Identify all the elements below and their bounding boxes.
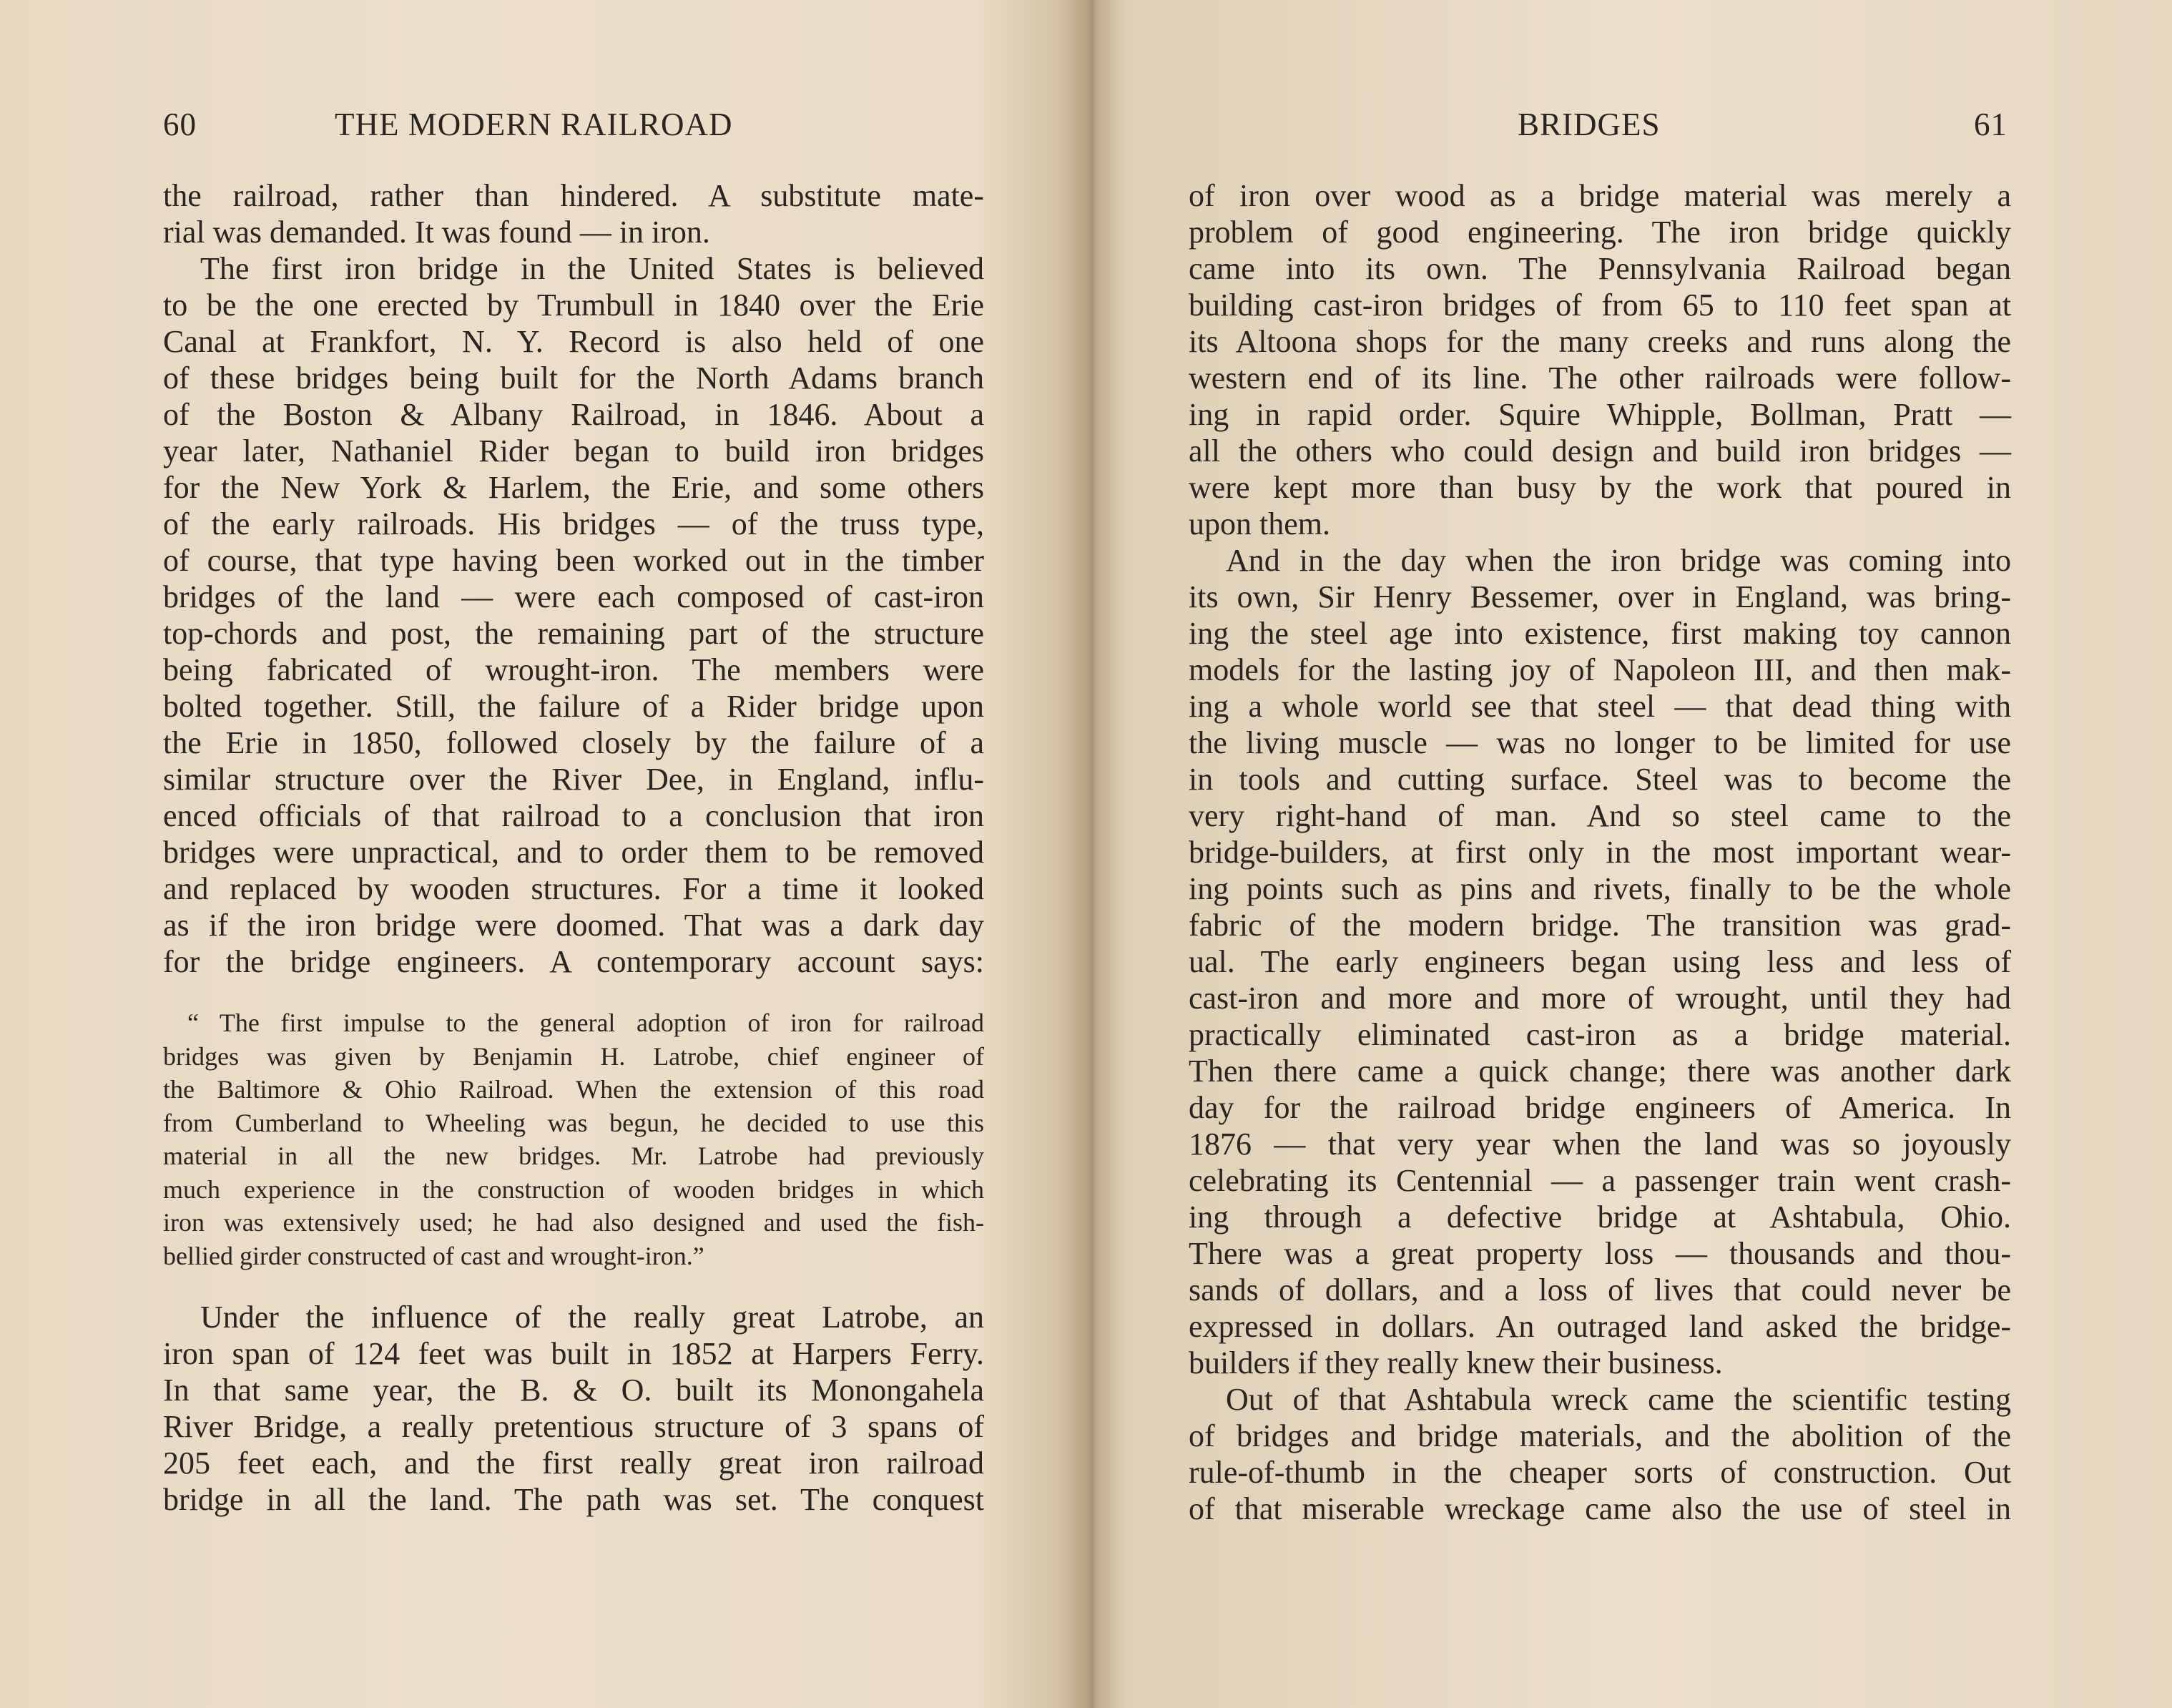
text-line: expressed in dollars. An outraged land asked the bridge- xyxy=(1189,1309,2011,1344)
text-line: of course, that type having been worked out in the timber xyxy=(163,543,984,578)
text-line: building cast-iron bridges of from 65 to 110 feet span at xyxy=(1189,288,2011,323)
text-line: were kept more than busy by the work that poured in xyxy=(1189,470,2011,505)
left-lower-text xyxy=(163,1299,984,1518)
text-line: of bridges and bridge materials, and the abolition of the xyxy=(1189,1418,2011,1453)
text-line: practically eliminated cast-iron as a bridge material. xyxy=(1189,1017,2011,1052)
quote-line: “ The first impulse to the general adoption of iron for railroad xyxy=(187,1008,984,1037)
text-line: bridge-builders, at first only in the most important wear- xyxy=(1189,835,2011,870)
text-line: very right-hand of man. And so steel came to the xyxy=(1189,798,2011,833)
quote-line: bellied girder constructed of cast and wrought-iron.” xyxy=(163,1241,704,1270)
text-line: western end of its line. The other railroads were follow- xyxy=(1189,360,2011,396)
text-line: ing the steel age into existence, first making toy cannon xyxy=(1189,616,2011,651)
text-line: iron span of 124 feet was built in 1852 at Harpers Ferry. xyxy=(163,1336,984,1371)
text-line: In that same year, the B. & O. built its Monongahela xyxy=(163,1373,984,1408)
left-page-header xyxy=(0,106,1086,149)
text-line: fabric of the modern bridge. The transition was grad- xyxy=(1189,908,2011,943)
text-line: top-chords and post, the remaining part of the structure xyxy=(163,616,984,651)
text-line: Under the influence of the really great Latrobe, an xyxy=(200,1300,984,1335)
text-line: for the bridge engineers. A contemporary account says: xyxy=(163,944,984,979)
text-line: cast-iron and more and more of wrought, until they had xyxy=(1189,981,2011,1016)
text-line: of that miserable wreckage came also the use of steel in xyxy=(1189,1491,2011,1526)
text-line: River Bridge, a really pretentious structure of 3 spans of xyxy=(163,1409,984,1444)
text-line: came into its own. The Pennsylvania Railroad began xyxy=(1189,251,2011,286)
text-line: enced officials of that railroad to a conclusion that iron xyxy=(163,798,984,833)
text-line: 205 feet each, and the first really great iron railroad xyxy=(163,1446,984,1481)
page-number: 61 xyxy=(1974,107,2008,142)
text-line: day for the railroad bridge engineers of America. In xyxy=(1189,1090,2011,1125)
text-line: of these bridges being built for the North Adams branch xyxy=(163,360,984,396)
text-line: ing through a defective bridge at Ashtabula, Ohio. xyxy=(1189,1199,2011,1235)
quote-line: much experience in the construction of wooden bridges in which xyxy=(163,1174,984,1204)
text-line: rule-of-thumb in the cheaper sorts of construction. Out xyxy=(1189,1455,2011,1490)
text-line: of the Boston & Albany Railroad, in 1846. About a xyxy=(163,397,984,432)
quote-line: the Baltimore & Ohio Railroad. When the extension of this road xyxy=(163,1075,984,1104)
text-line: being fabricated of wrought-iron. The members were xyxy=(163,652,984,687)
text-line: 1876 — that very year when the land was so joyously xyxy=(1189,1127,2011,1162)
text-line: bolted together. Still, the failure of a Rider bridge upon xyxy=(163,689,984,724)
right-page-header xyxy=(1086,106,2172,149)
text-line: the living muscle — was no longer to be limited for use xyxy=(1189,725,2011,760)
quote-line: material in all the new bridges. Mr. Latrobe had previously xyxy=(163,1142,984,1170)
text-line: the Erie in 1850, followed closely by the failure of a xyxy=(163,725,984,760)
text-line: its own, Sir Henry Bessemer, over in England, was bring- xyxy=(1189,579,2011,614)
text-line: Then there came a quick change; there was another dark xyxy=(1189,1054,2011,1089)
block-quote xyxy=(163,1006,984,1272)
text-line: builders if they really knew their business. xyxy=(1189,1345,1723,1380)
text-line: Canal at Frankfort, N. Y. Record is also held of one xyxy=(163,324,984,359)
text-line: for the New York & Harlem, the Erie, and some others xyxy=(163,470,984,505)
text-line: ual. The early engineers began using less and less of xyxy=(1189,944,2011,979)
quote-line: bridges was given by Benjamin H. Latrobe, chief engineer of xyxy=(163,1041,984,1071)
text-line: as if the iron bridge were doomed. That was a dark day xyxy=(163,908,984,943)
text-line: in tools and cutting surface. Steel was to become the xyxy=(1189,762,2011,797)
text-line: bridge in all the land. The path was set. The conquest xyxy=(163,1482,984,1517)
text-line: bridges of the land — were each composed of cast-iron xyxy=(163,579,984,614)
text-line: and replaced by wooden structures. For a time it looked xyxy=(163,871,984,906)
text-line: of the early railroads. His bridges — of the truss type, xyxy=(163,506,984,541)
text-line: year later, Nathaniel Rider began to build iron bridges xyxy=(163,433,984,468)
text-line: rial was demanded. It was found — in iron. xyxy=(163,215,710,250)
text-line: The first iron bridge in the United States is believed xyxy=(200,251,984,286)
text-line: bridges were unpractical, and to order them to be removed xyxy=(163,835,984,870)
text-line: to be the one erected by Trumbull in 1840 over the Erie xyxy=(163,288,984,323)
text-line: of iron over wood as a bridge material was merely a xyxy=(1189,178,2011,213)
text-line: problem of good engineering. The iron bridge quickly xyxy=(1189,215,2011,250)
running-title: BRIDGES xyxy=(1518,107,1661,142)
text-line: ing in rapid order. Squire Whipple, Bollman, Pratt — xyxy=(1189,397,2011,432)
quote-line: from Cumberland to Wheeling was begun, he decided to use this xyxy=(163,1108,984,1137)
right-page xyxy=(1086,0,2172,1708)
running-title: THE MODERN RAILROAD xyxy=(335,107,733,142)
left-body-text xyxy=(163,177,984,980)
text-line: And in the day when the iron bridge was coming into xyxy=(1226,543,2011,578)
text-line: Out of that Ashtabula wreck came the scientific testing xyxy=(1226,1382,2011,1417)
right-body-text xyxy=(1189,177,2011,1527)
text-line: similar structure over the River Dee, in England, influ- xyxy=(163,762,984,797)
text-line: models for the lasting joy of Napoleon III, and then mak- xyxy=(1189,652,2011,687)
text-line: There was a great property loss — thousands and thou- xyxy=(1189,1236,2011,1271)
text-line: the railroad, rather than hindered. A substitute mate- xyxy=(163,178,984,213)
text-line: ing a whole world see that steel — that dead thing with xyxy=(1189,689,2011,724)
text-line: upon them. xyxy=(1189,506,1330,541)
text-line: its Altoona shops for the many creeks and runs along the xyxy=(1189,324,2011,359)
quote-line: iron was extensively used; he had also designed and used the fish- xyxy=(163,1208,984,1237)
text-line: all the others who could design and build iron bridges — xyxy=(1189,433,2011,468)
text-line: sands of dollars, and a loss of lives that could never be xyxy=(1189,1272,2011,1307)
text-line: ing points such as pins and rivets, finally to be the whole xyxy=(1189,871,2011,906)
page-number: 60 xyxy=(163,107,197,142)
text-line: celebrating its Centennial — a passenger train went crash- xyxy=(1189,1163,2011,1198)
